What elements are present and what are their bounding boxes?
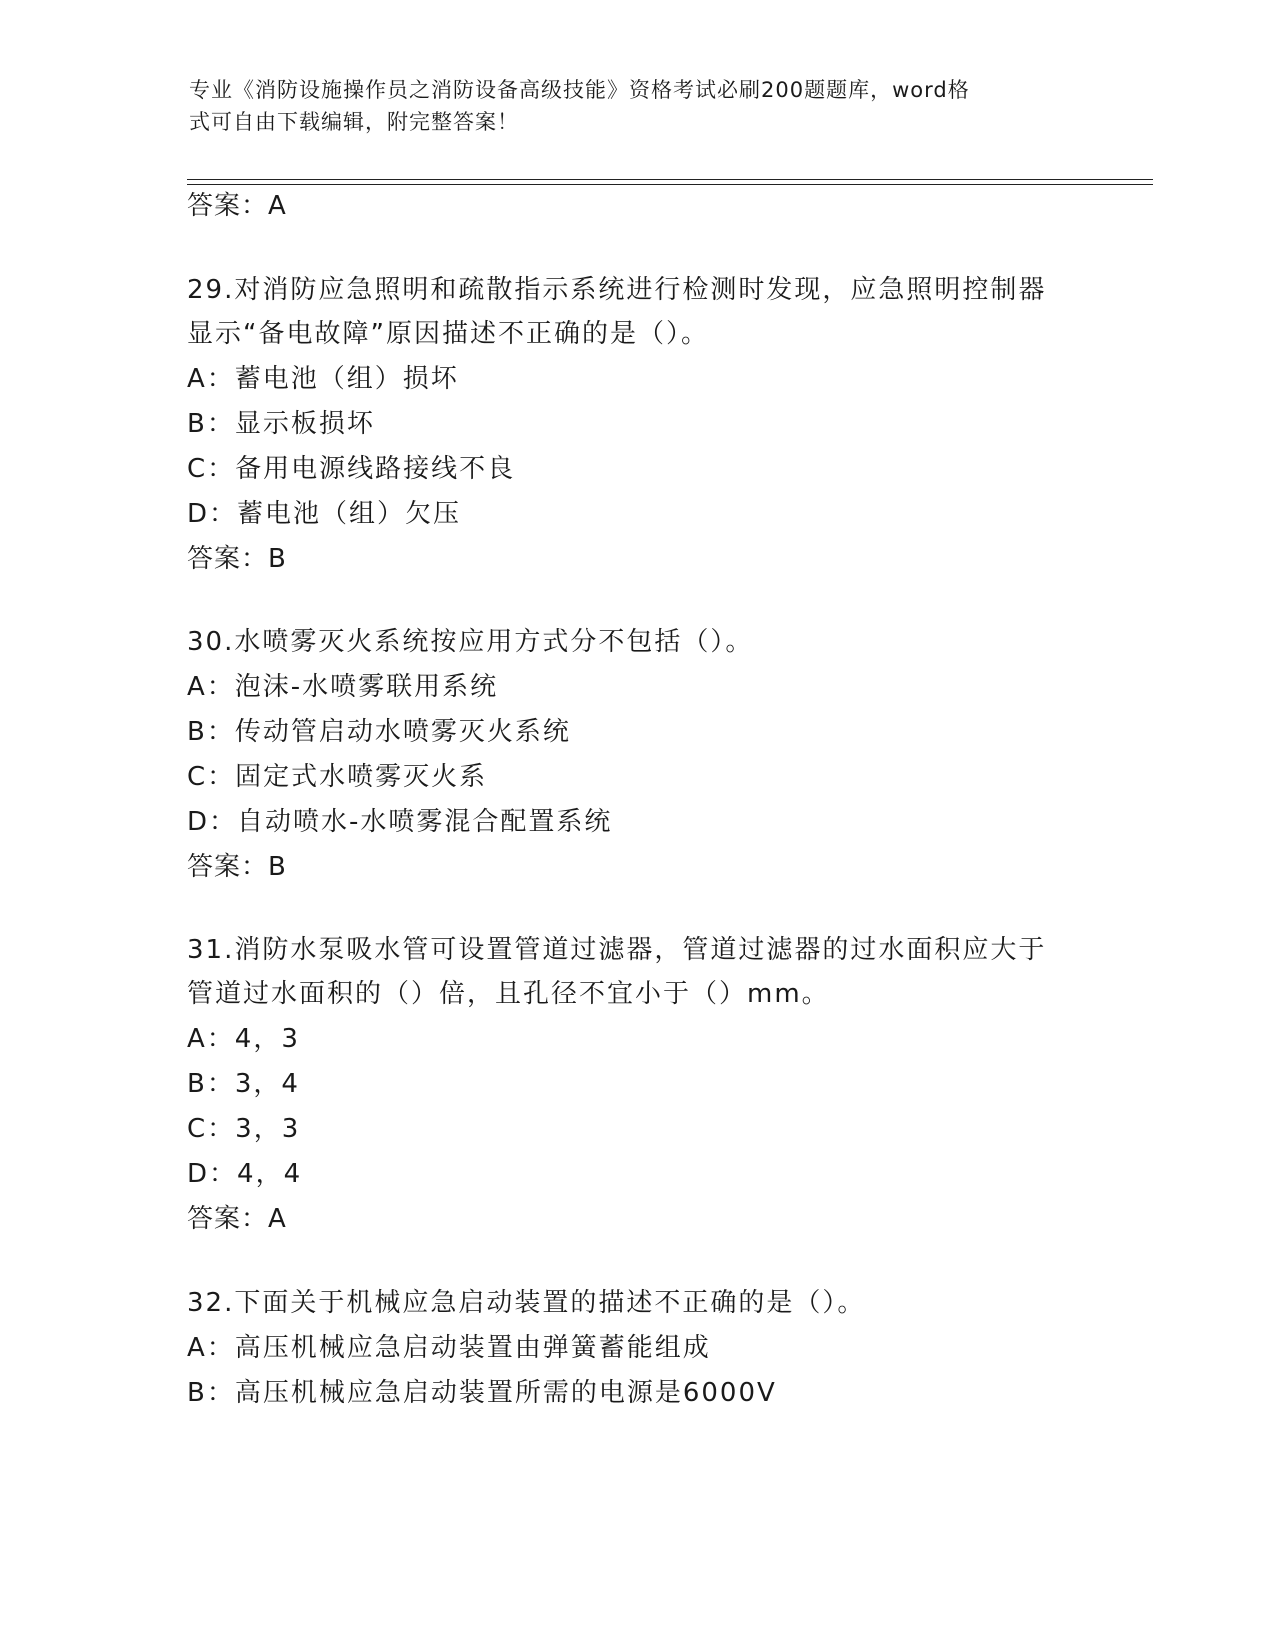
header-line-2: 式可自由下载编辑，附完整答案！ [189,110,519,134]
question-30-option-a: A：泡沫-水喷雾联用系统 [187,672,499,702]
question-29-option-b: B：显示板损坏 [187,409,375,439]
header-rule-bottom [187,184,1153,185]
question-31-option-a: A：4，3 [187,1024,300,1054]
question-29-stem-line-2: 显示“备电故障”原因描述不正确的是（）。 [187,319,709,349]
header-rule-top [187,179,1153,180]
answer-top: 答案：A [187,191,287,221]
question-31-stem-line-1: 31.消防水泵吸水管可设置管道过滤器，管道过滤器的过水面积应大于 [187,935,1047,965]
header-line-1: 专业《消防设施操作员之消防设备高级技能》资格考试必刷200题题库，word格 [189,78,970,102]
question-30-option-c: C：固定式水喷雾灭火系 [187,762,488,792]
question-30-option-b: B：传动管启动水喷雾灭火系统 [187,717,571,747]
question-30-answer: 答案：B [187,852,287,882]
question-29-option-d: D：蓄电池（组）欠压 [187,499,462,529]
question-31-answer: 答案：A [187,1204,287,1234]
question-29-answer: 答案：B [187,544,287,574]
question-31-stem-line-2: 管道过水面积的（）倍，且孔径不宜小于（）mm。 [187,979,830,1009]
question-31-option-d: D：4，4 [187,1159,303,1189]
question-29-stem-line-1: 29.对消防应急照明和疏散指示系统进行检测时发现，应急照明控制器 [187,275,1047,305]
question-31-option-b: B：3，4 [187,1069,300,1099]
question-32-stem-line-1: 32.下面关于机械应急启动装置的描述不正确的是（）。 [187,1288,866,1318]
question-29-option-a: A：蓄电池（组）损坏 [187,364,459,394]
question-30-stem-line-1: 30.水喷雾灭火系统按应用方式分不包括（）。 [187,627,754,657]
question-32-option-a: A：高压机械应急启动装置由弹簧蓄能组成 [187,1333,711,1363]
question-32-option-b: B：高压机械应急启动装置所需的电源是6000V [187,1378,777,1408]
question-29-option-c: C：备用电源线路接线不良 [187,454,516,484]
question-31-option-c: C：3，3 [187,1114,301,1144]
question-30-option-d: D：自动喷水-水喷雾混合配置系统 [187,807,613,837]
document-header [189,74,1089,138]
